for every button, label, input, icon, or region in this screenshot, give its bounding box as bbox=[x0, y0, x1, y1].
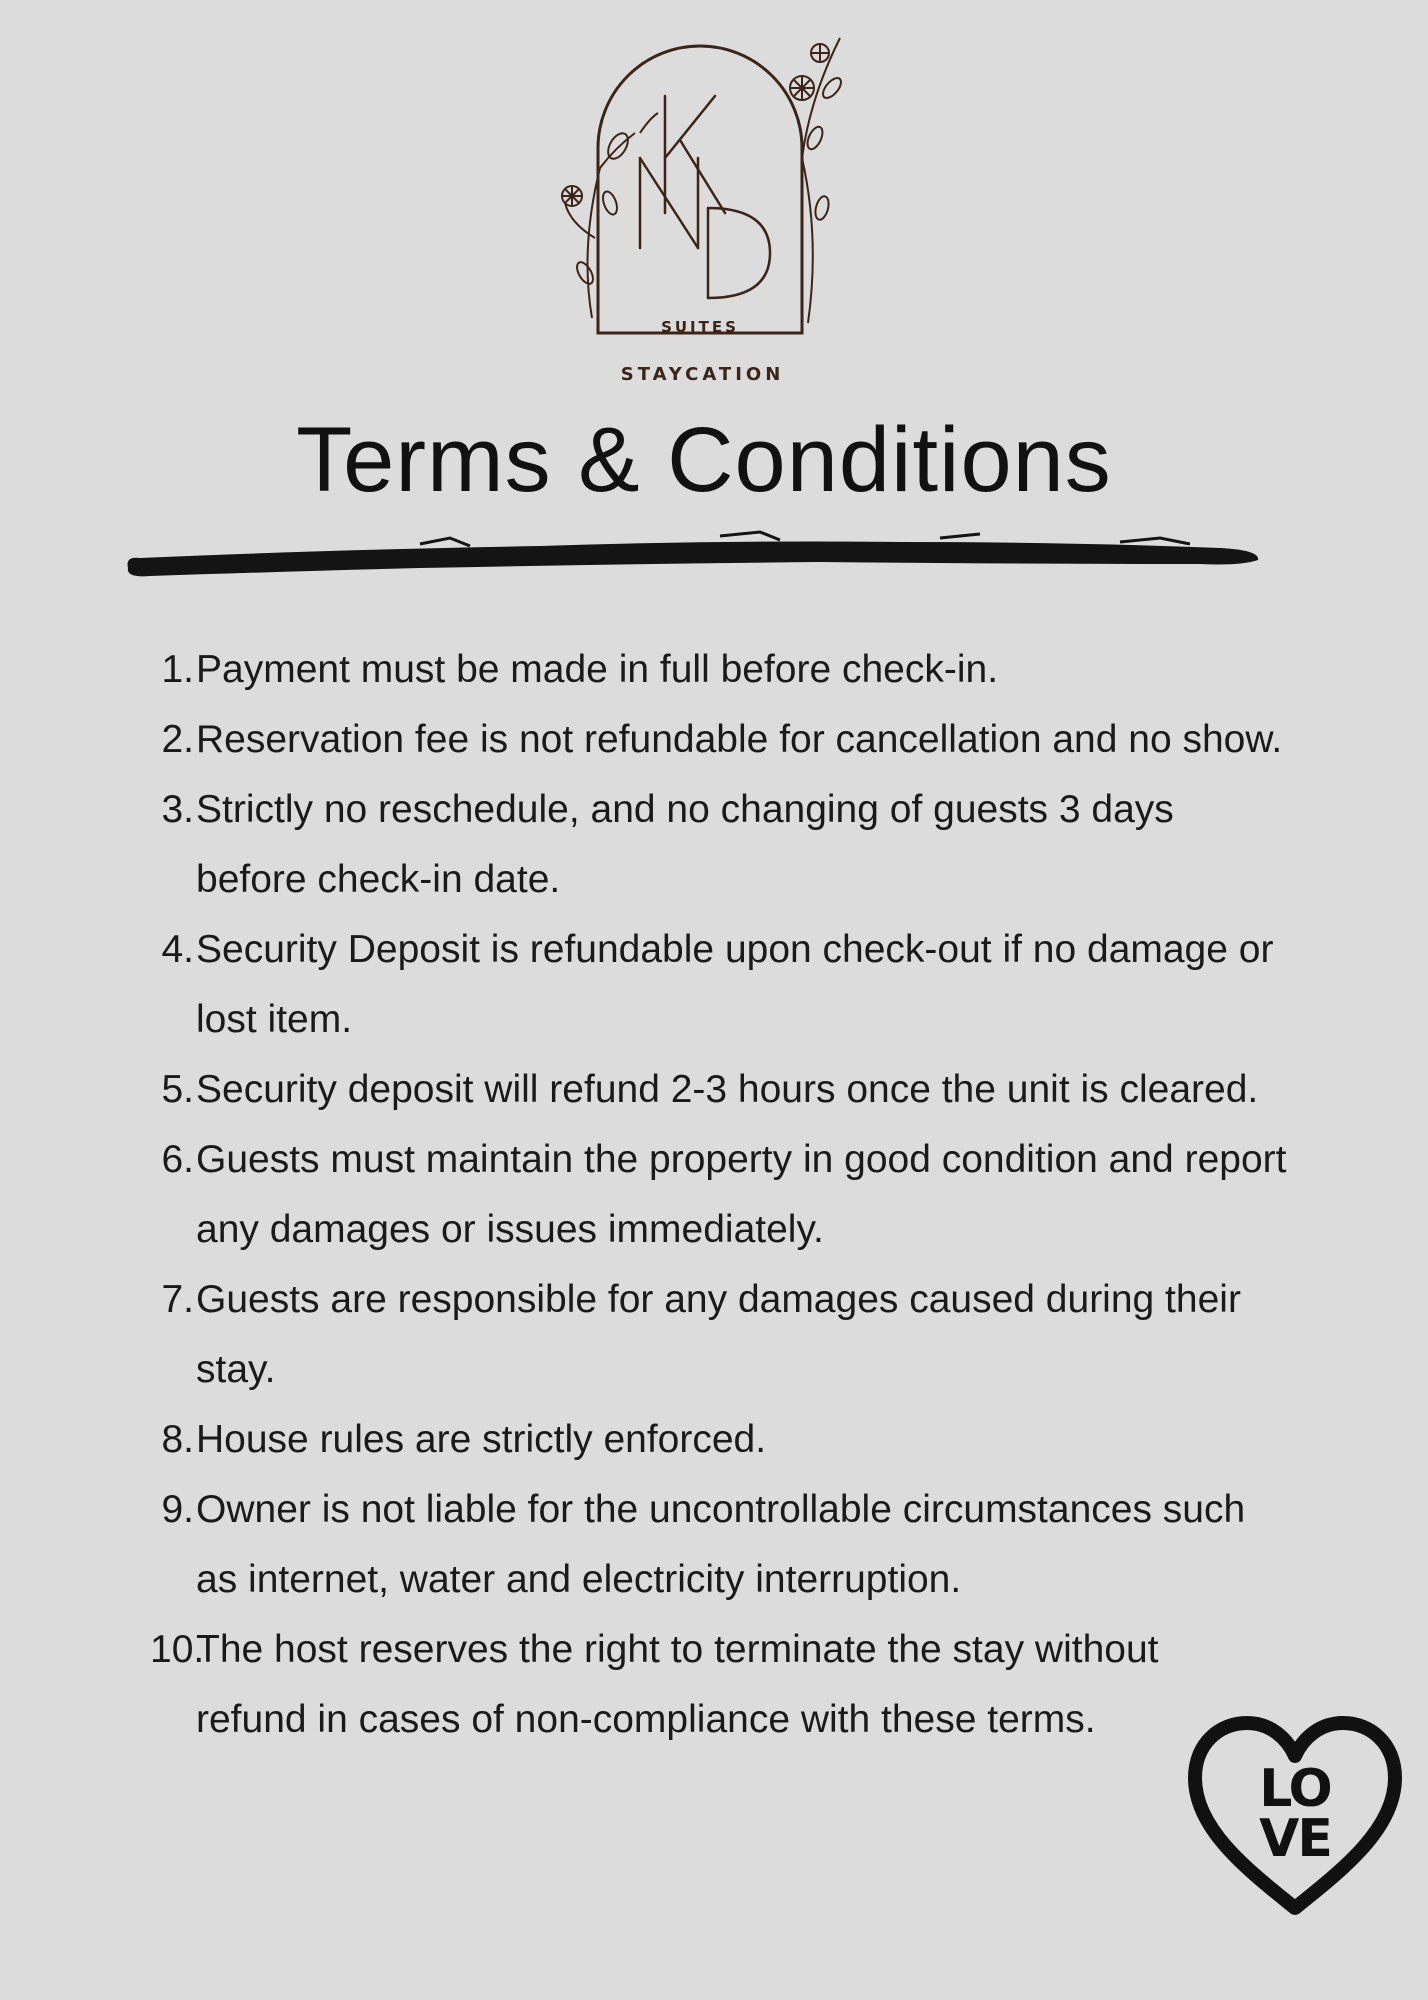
list-item bbox=[150, 1615, 1196, 1755]
list-item bbox=[150, 1055, 1290, 1125]
item-text: Security Deposit is refundable upon check-out if no damage or lost item. bbox=[196, 928, 1274, 1041]
terms-list bbox=[150, 635, 1290, 1755]
brush-divider bbox=[120, 528, 1270, 588]
list-item bbox=[150, 635, 1290, 705]
item-text: Strictly no reschedule, and no changing of guests 3 days before check-in date. bbox=[196, 788, 1174, 901]
item-number: 7. bbox=[161, 1278, 194, 1321]
list-item bbox=[150, 915, 1290, 1055]
logo-tagline: STAYCATION bbox=[620, 364, 785, 385]
item-text: Guests are responsible for any damages caused during their stay. bbox=[196, 1278, 1241, 1391]
item-text: Guests must maintain the property in good condition and report any damages or issues immediately. bbox=[196, 1138, 1287, 1251]
page-title: Terms & Conditions bbox=[296, 409, 1112, 511]
item-number: 4. bbox=[161, 928, 194, 971]
item-number: 1. bbox=[161, 648, 194, 691]
item-text: Owner is not liable for the uncontrollable circumstances such as internet, water and electricity interruption. bbox=[196, 1488, 1246, 1601]
arch-monogram-icon bbox=[540, 18, 880, 358]
item-number: 10. bbox=[150, 1628, 205, 1671]
item-text: Payment must be made in full before check-in. bbox=[196, 648, 999, 691]
item-text: The host reserves the right to terminate the stay without refund in cases of non-compliance with these terms. bbox=[196, 1628, 1159, 1741]
list-item bbox=[150, 775, 1290, 915]
item-number: 5. bbox=[161, 1068, 194, 1111]
item-text: House rules are strictly enforced. bbox=[196, 1418, 767, 1461]
item-text: Reservation fee is not refundable for cancellation and no show. bbox=[196, 718, 1283, 761]
item-number: 6. bbox=[161, 1138, 194, 1181]
list-item bbox=[150, 1125, 1290, 1265]
love-heart-icon bbox=[1185, 1708, 1405, 1928]
item-number: 8. bbox=[161, 1418, 194, 1461]
list-item bbox=[150, 1265, 1290, 1405]
item-number: 3. bbox=[161, 788, 194, 831]
svg-text:LO: LO bbox=[1259, 1759, 1331, 1819]
item-number: 2. bbox=[161, 718, 194, 761]
item-text: Security deposit will refund 2-3 hours once the unit is cleared. bbox=[196, 1068, 1259, 1111]
list-item bbox=[150, 1475, 1290, 1615]
brand-logo bbox=[540, 18, 880, 385]
item-number: 9. bbox=[161, 1488, 194, 1531]
list-item bbox=[150, 1405, 1290, 1475]
list-item bbox=[150, 705, 1290, 775]
logo-suites-text: SUITES bbox=[661, 318, 739, 336]
svg-text:VE: VE bbox=[1259, 1809, 1331, 1869]
